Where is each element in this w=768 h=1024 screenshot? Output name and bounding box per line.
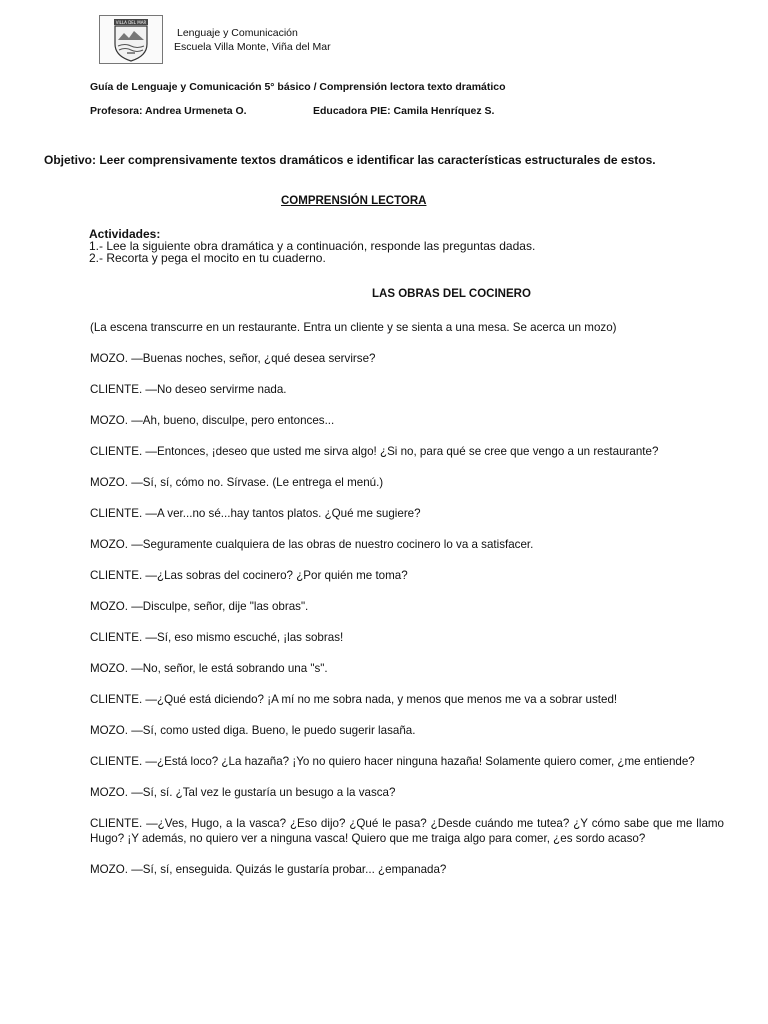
- activity-item: 2.- Recorta y pega el mocito en tu cuaderno.: [89, 251, 326, 265]
- school-header: [174, 26, 331, 54]
- dialogue-line: MOZO. —Disculpe, señor, dije "las obras".: [90, 600, 309, 613]
- dialogue-line: MOZO. —Sí, como usted diga. Bueno, le puedo sugerir lasaña.: [90, 724, 416, 737]
- play-title: LAS OBRAS DEL COCINERO: [372, 288, 531, 300]
- pie-educator: Educadora PIE: Camila Henríquez S.: [313, 105, 495, 117]
- dialogue-line: CLIENTE. —¿Está loco? ¿La hazaña? ¡Yo no quiero hacer ninguna hazaña! Solamente quiero comer, ¿me entiende?: [90, 755, 695, 768]
- dialogue-line: MOZO. —Seguramente cualquiera de las obras de nuestro cocinero lo va a satisfacer.: [90, 538, 534, 551]
- objective-label: Objetivo:: [44, 153, 97, 167]
- dialogue-line: CLIENTE. —Entonces, ¡deseo que usted me sirva algo! ¿Si no, para qué se cree que vengo a un restaurante?: [90, 445, 659, 458]
- dialogue-line: MOZO. —No, señor, le está sobrando una "s".: [90, 662, 328, 675]
- dialogue-line: CLIENTE. —¿Las sobras del cocinero? ¿Por quién me toma?: [90, 569, 408, 582]
- dialogue-line: MOZO. —Sí, sí, cómo no. Sírvase. (Le entrega el menú.): [90, 476, 384, 489]
- dialogue-line: CLIENTE. —Sí, eso mismo escuché, ¡las sobras!: [90, 631, 344, 644]
- dialogue-line: MOZO. —Ah, bueno, disculpe, pero entonces...: [90, 414, 335, 427]
- school-logo: [99, 15, 163, 64]
- dialogue-line: CLIENTE. —¿Qué está diciendo? ¡A mí no me sobra nada, y menos que menos me va a sobrar usted!: [90, 693, 618, 706]
- school-name: Escuela Villa Monte, Viña del Mar: [174, 41, 331, 53]
- dialogue-line: MOZO. —Buenas noches, señor, ¿qué desea servirse?: [90, 352, 376, 365]
- logo-text: VILLA DEL MAR: [115, 20, 147, 25]
- teacher-name: Profesora: Andrea Urmeneta O.: [90, 105, 247, 117]
- stage-direction: (La escena transcurre en un restaurante. Entra un cliente y se sienta a una mesa. Se acerca un mozo): [90, 321, 617, 334]
- section-heading: COMPRENSIÓN LECTORA: [281, 195, 427, 207]
- school-crest-icon: [100, 16, 162, 63]
- objective-text: Leer comprensivamente textos dramáticos e identificar las características estructurales de estos.: [96, 153, 656, 167]
- dialogue-line: CLIENTE. —¿Ves, Hugo, a la vasca? ¿Eso dijo? ¿Qué le pasa? ¿Desde cuándo me tutea? ¿Y cómo sabe que me llamo Hugo? ¡Y además, no quiero ver a ninguna vasca! Quiero que me traiga algo para comer, ¿es sordo acaso?: [90, 817, 724, 845]
- dialogue-line: MOZO. —Sí, sí. ¿Tal vez le gustaría un besugo a la vasca?: [90, 786, 396, 799]
- guide-title: Guía de Lenguaje y Comunicación 5° básico / Comprensión lectora texto dramático: [90, 81, 506, 93]
- activities: [89, 228, 535, 264]
- subject-name: Lenguaje y Comunicación: [177, 27, 298, 39]
- play-text: [90, 320, 724, 877]
- activities-label: Actividades:: [89, 227, 161, 241]
- dialogue-line: CLIENTE. —A ver...no sé...hay tantos platos. ¿Qué me sugiere?: [90, 507, 421, 520]
- objective: [44, 153, 656, 167]
- dialogue-line: CLIENTE. —No deseo servirme nada.: [90, 383, 287, 396]
- dialogue-line: MOZO. —Sí, sí, enseguida. Quizás le gustaría probar... ¿empanada?: [90, 863, 447, 876]
- activity-item: 1.- Lee la siguiente obra dramática y a continuación, responde las preguntas dadas.: [89, 239, 536, 253]
